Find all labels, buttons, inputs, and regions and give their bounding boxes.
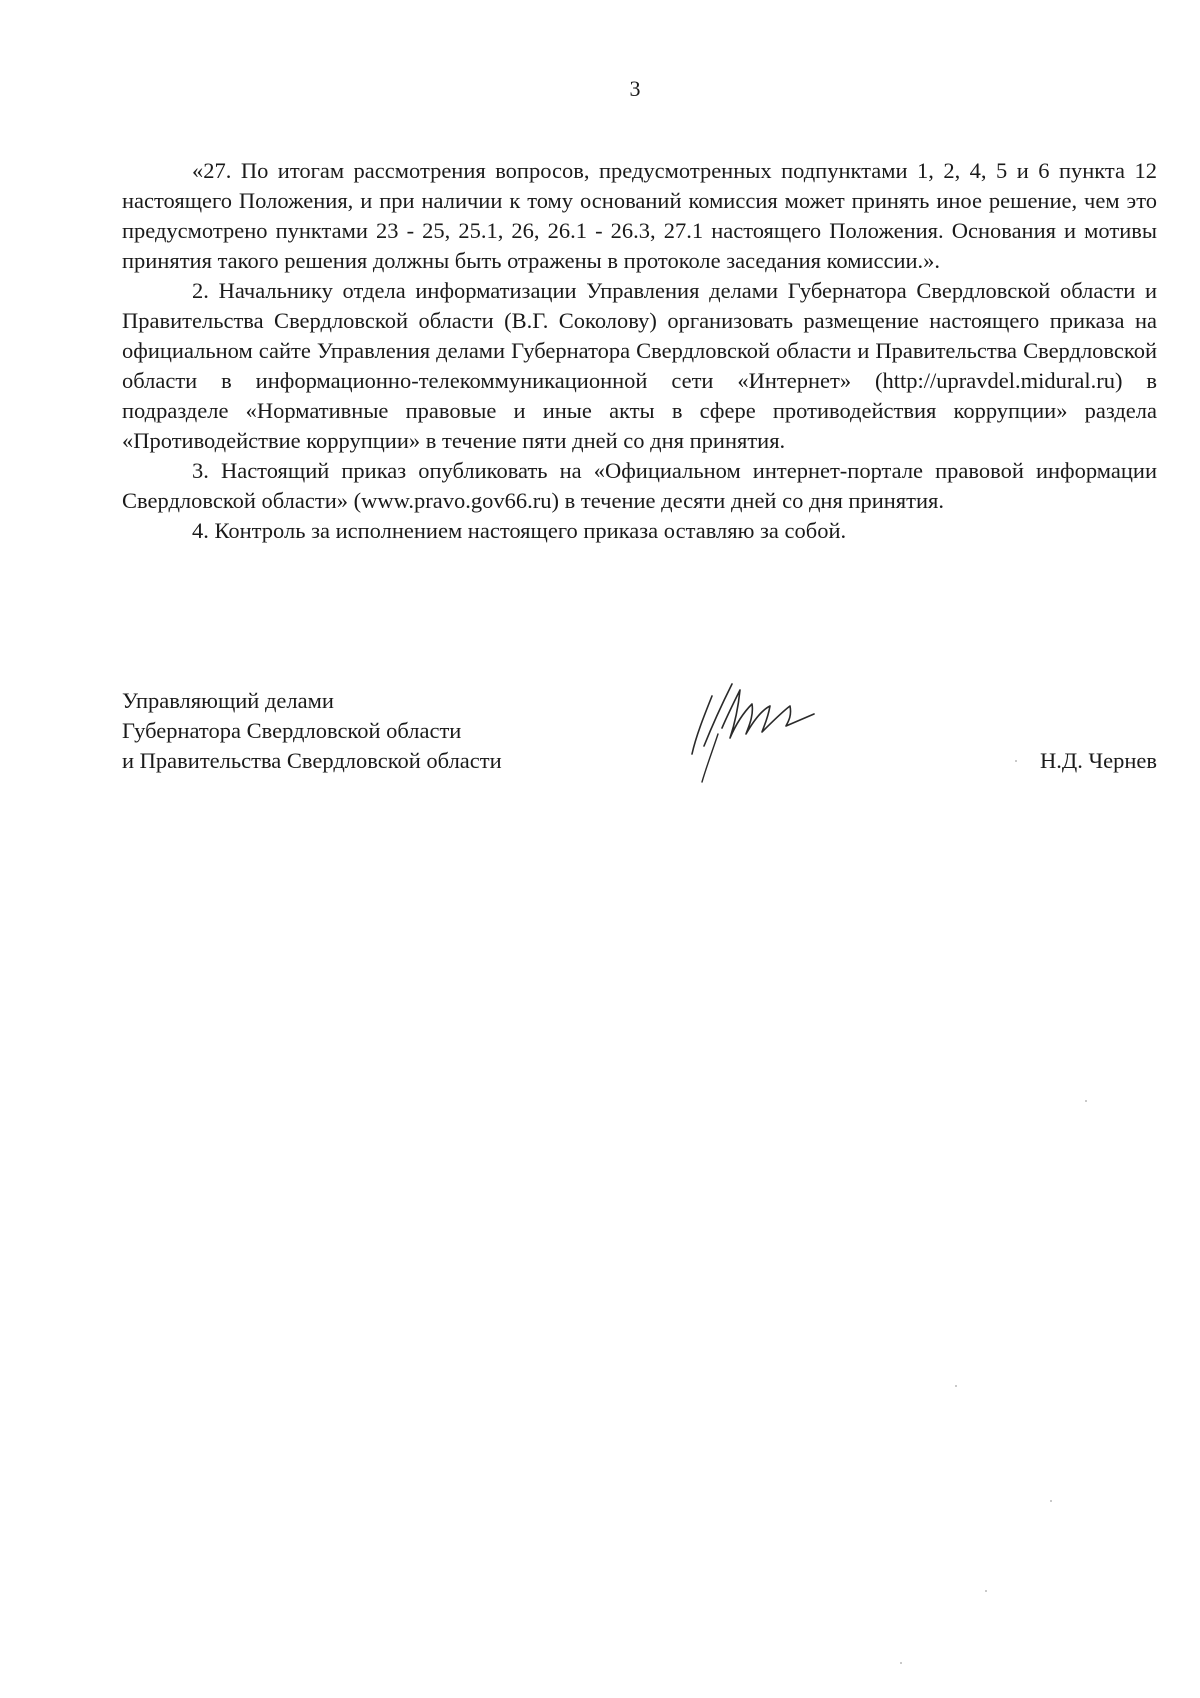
signatory-title-line: Управляющий делами	[122, 688, 334, 713]
document-body	[122, 156, 1157, 546]
scan-speck	[900, 1662, 902, 1664]
paragraph-item-2: 2. Начальнику отдела информатизации Управления делами Губернатора Свердловской области и Правительства Свердловской области (В.Г. Соколову) организовать размещение настоящего приказа на официальном сайте Управления делами Губернатора Свердловской области и Правительства Свердловской области в информационно-телекоммуникационной сети «Интернет» (http://upravdel.midural.ru) в подразделе «Нормативные правовые и иные акты в сфере противодействия коррупции» раздела «Противодействие коррупции» в течение пяти дней со дня принятия.	[122, 278, 1157, 453]
signature-block	[122, 686, 1157, 806]
page-number: 3	[629, 76, 641, 101]
scan-speck	[1050, 1500, 1052, 1502]
paragraph-item-27: «27. По итогам рассмотрения вопросов, предусмотренных подпунктами 1, 2, 4, 5 и 6 пункта 12 настоящего Положения, и при наличии к тому оснований комиссия может принять иное решение, чем это предусмотрено пунктами 23 - 25, 25.1, 26, 26.1 - 26.3, 27.1 настоящего Положения. Основания и мотивы принятия такого решения должны быть отражены в протоколе заседания комиссии.».	[122, 158, 1157, 273]
signatory-name: Н.Д. Чернев	[1040, 748, 1157, 773]
scan-speck	[1085, 1100, 1087, 1102]
signatory-title-line: и Правительства Свердловской области	[122, 748, 502, 773]
handwritten-signature	[682, 676, 832, 786]
signatory-title-line: Губернатора Свердловской области	[122, 718, 462, 743]
paragraph-item-3: 3. Настоящий приказ опубликовать на «Официальном интернет-портале правовой информации Свердловской области» (www.pravo.gov66.ru) в течение десяти дней со дня принятия.	[122, 458, 1157, 513]
scan-speck	[985, 1590, 987, 1592]
scan-speck	[1015, 760, 1017, 762]
paragraph-item-4: 4. Контроль за исполнением настоящего приказа оставляю за собой.	[192, 518, 847, 543]
scan-speck	[955, 1385, 957, 1387]
